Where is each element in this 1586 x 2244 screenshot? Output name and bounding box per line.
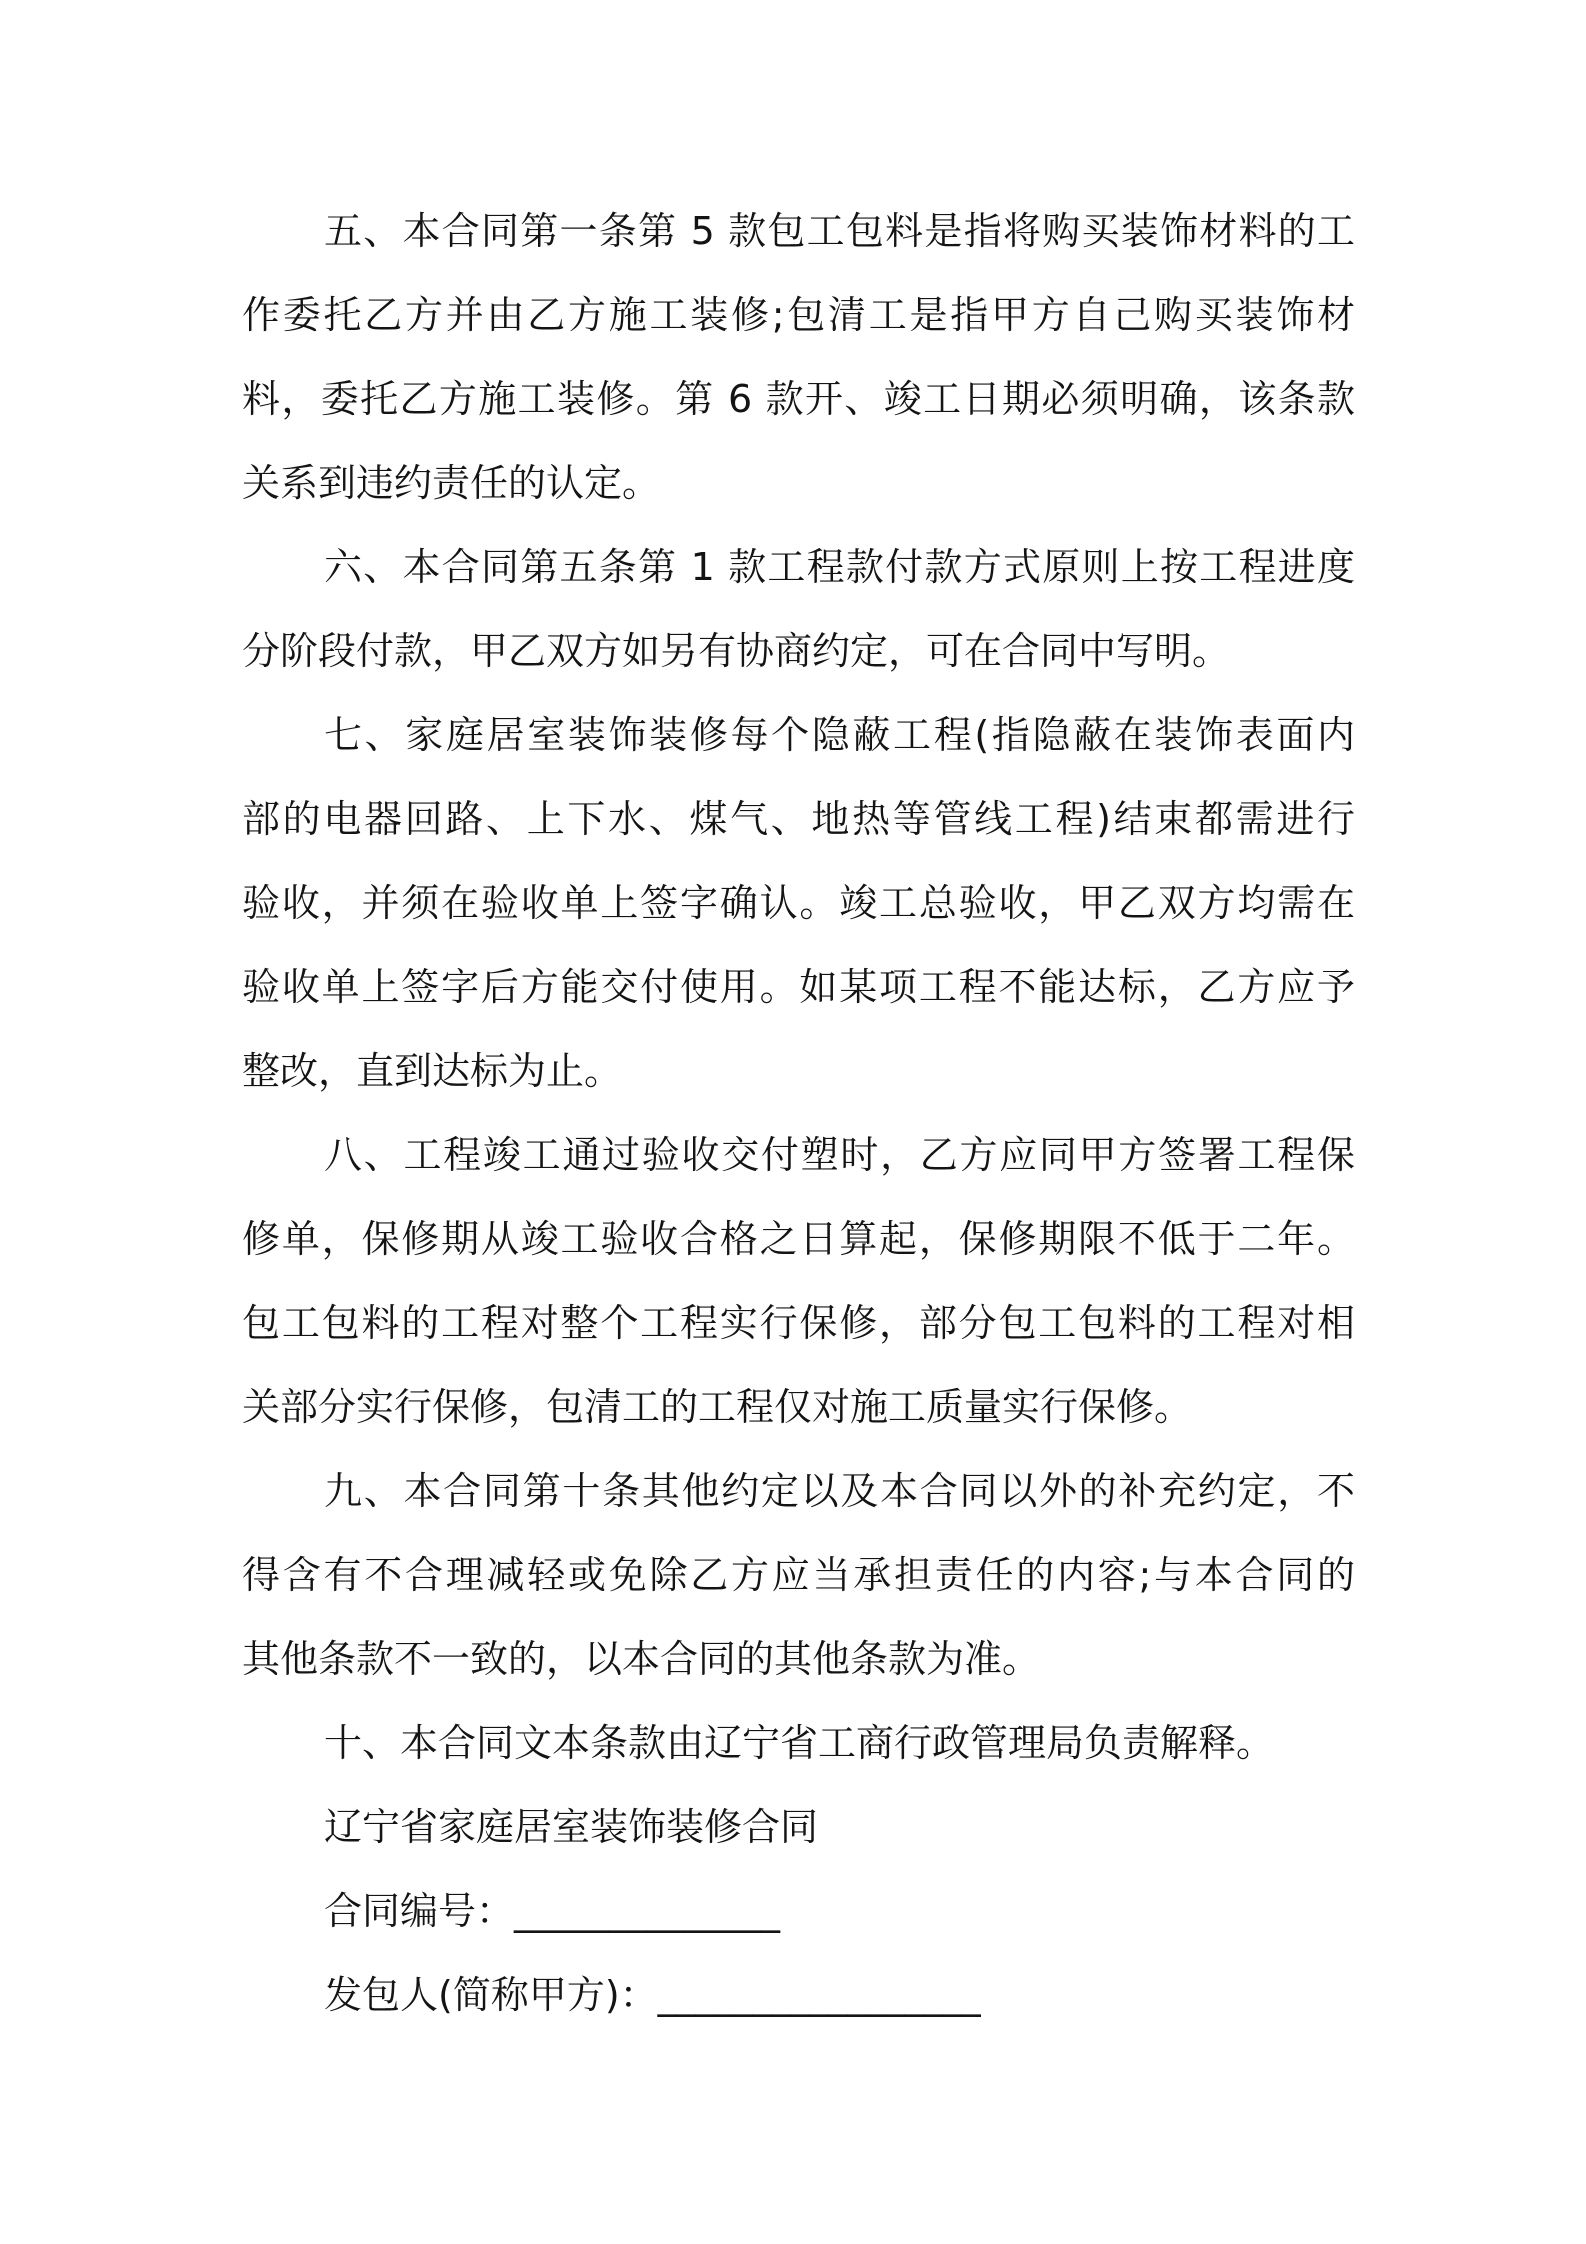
clause-6 xyxy=(242,525,1355,693)
clause-line: 包工包料的工程对整个工程实行保修，部分包工包料的工程对相 xyxy=(242,1301,1355,1345)
clause-line: 九、本合同第十条其他约定以及本合同以外的补充约定，不 xyxy=(324,1469,1355,1513)
clause-line: 得含有不合理减轻或免除乙方应当承担责任的内容;与本合同的 xyxy=(242,1553,1355,1597)
clause-line: 分阶段付款，甲乙双方如另有协商约定，可在合同中写明。 xyxy=(242,629,1231,673)
contract-number-field: 合同编号：______________ xyxy=(324,1889,781,1933)
clause-line: 验收，并须在验收单上签字确认。竣工总验收，甲乙双方均需在 xyxy=(242,881,1355,925)
clause-line: 关部分实行保修，包清工的工程仅对施工质量实行保修。 xyxy=(242,1385,1193,1429)
document-body xyxy=(242,189,1355,2037)
clause-7 xyxy=(242,693,1355,1113)
contract-title: 辽宁省家庭居室装饰装修合同 xyxy=(324,1805,819,1849)
clause-5 xyxy=(242,189,1355,525)
clause-line: 部的电器回路、上下水、煤气、地热等管线工程)结束都需进行 xyxy=(242,797,1355,841)
clause-line: 料，委托乙方施工装修。第 6 款开、竣工日期必须明确，该条款 xyxy=(242,377,1355,421)
clause-10 xyxy=(242,1701,1355,1785)
clause-line: 八、工程竣工通过验收交付塑时，乙方应同甲方签署工程保 xyxy=(324,1133,1355,1177)
clause-line: 其他条款不一致的，以本合同的其他条款为准。 xyxy=(242,1637,1041,1681)
clause-line: 六、本合同第五条第 1 款工程款付款方式原则上按工程进度 xyxy=(324,545,1355,589)
client-party-field: 发包人(简称甲方)：_________________ xyxy=(324,1973,981,2017)
clause-9 xyxy=(242,1449,1355,1701)
clause-line: 修单，保修期从竣工验收合格之日算起，保修期限不低于二年。 xyxy=(242,1217,1355,1261)
clause-line: 关系到违约责任的认定。 xyxy=(242,461,661,505)
clause-line: 作委托乙方并由乙方施工装修;包清工是指甲方自己购买装饰材 xyxy=(242,293,1355,337)
clause-line: 七、家庭居室装饰装修每个隐蔽工程(指隐蔽在装饰表面内 xyxy=(324,713,1355,757)
clause-line: 五、本合同第一条第 5 款包工包料是指将购买装饰材料的工 xyxy=(324,209,1355,253)
clause-line: 验收单上签字后方能交付使用。如某项工程不能达标，乙方应予 xyxy=(242,965,1355,1009)
clause-line: 整改，直到达标为止。 xyxy=(242,1049,623,1093)
clause-line: 十、本合同文本条款由辽宁省工商行政管理局负责解释。 xyxy=(324,1721,1275,1765)
clause-8 xyxy=(242,1113,1355,1449)
